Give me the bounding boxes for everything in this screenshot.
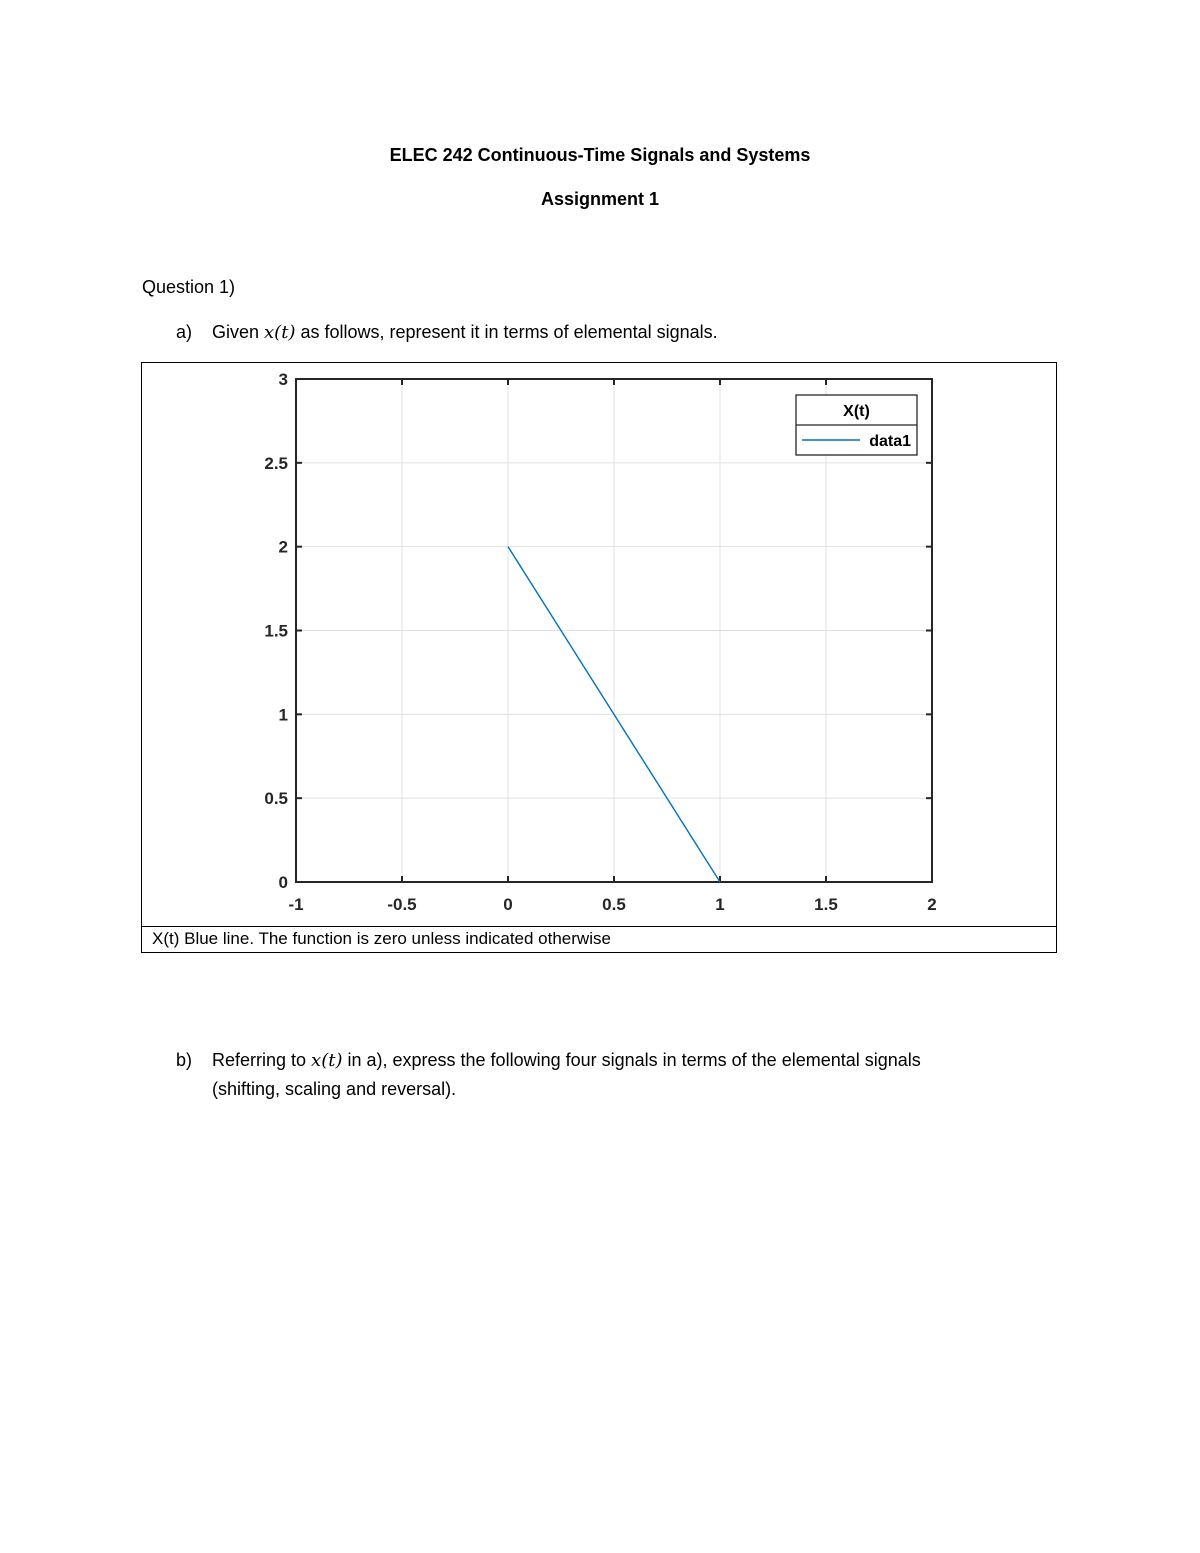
x-of-t-chart	[142, 363, 1055, 925]
y-tick-label: 1	[278, 705, 288, 725]
legend-entry-label: data1	[869, 433, 911, 450]
question-label: Question 1)	[142, 277, 236, 297]
course-title: ELEC 242 Continuous-Time Signals and Systems	[389, 145, 811, 165]
part-b-marker: b)	[176, 1050, 193, 1070]
part-b-continuation: (shifting, scaling and reversal).	[212, 1079, 457, 1099]
x-tick-label: 2	[927, 895, 937, 914]
x-tick-label: 1	[715, 895, 725, 914]
part-b-text-after: in a), express the following four signals in terms of the elemental signals	[342, 1050, 921, 1070]
part-a-text-after: as follows, represent it in terms of elemental signals.	[295, 322, 718, 342]
part-a	[176, 322, 718, 343]
x-tick-label: 0.5	[602, 895, 626, 914]
part-b-text-before: Referring to	[212, 1050, 312, 1070]
assignment-title: Assignment 1	[540, 189, 660, 209]
x-tick-label: 0	[503, 895, 513, 914]
x-tick-label: 1.5	[814, 895, 838, 914]
x-tick-label: -0.5	[387, 895, 417, 914]
part-a-math: x(t)	[264, 322, 296, 343]
figure-box	[141, 362, 1057, 953]
y-tick-label: 2	[278, 537, 288, 557]
part-a-marker: a)	[176, 322, 193, 342]
part-a-text-before: Given	[212, 322, 265, 342]
legend-title: X(t)	[843, 403, 870, 420]
x-tick-label: -1	[288, 895, 304, 914]
part-b	[176, 1046, 921, 1104]
y-tick-label: 2.5	[264, 453, 288, 473]
y-tick-label: 1.5	[264, 621, 288, 641]
y-tick-label: 0	[278, 873, 288, 892]
part-b-math: x(t)	[311, 1050, 343, 1071]
figure-caption: X(t) Blue line. The function is zero unless indicated otherwise	[142, 926, 1056, 952]
y-tick-label: 0.5	[264, 789, 288, 809]
y-tick-label: 3	[278, 370, 288, 389]
